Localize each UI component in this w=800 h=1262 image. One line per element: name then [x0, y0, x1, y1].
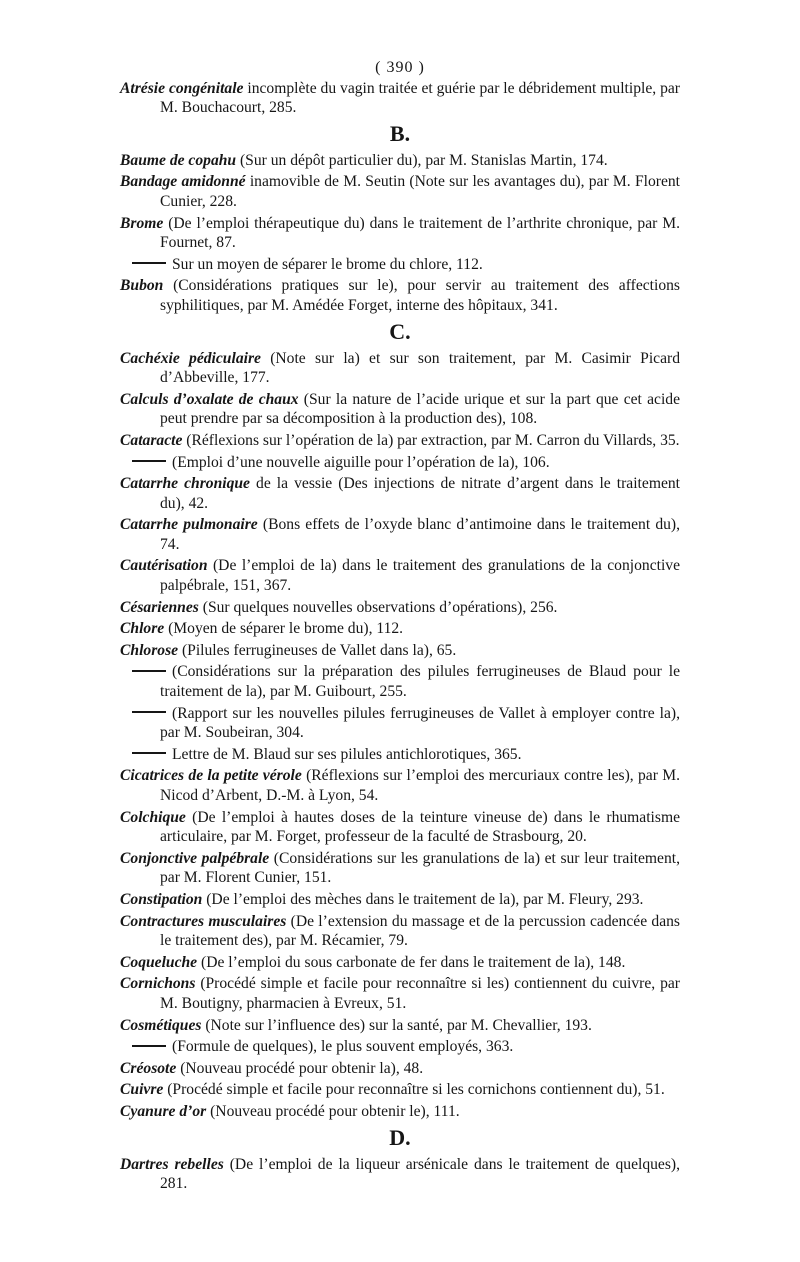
entry-text: inamovible de M. Seutin (Note sur les avantages du), par M. Florent Cunier, 228.	[160, 173, 681, 210]
entry-text: (Sur quelques nouvelles observations d’opérations), 256.	[198, 598, 558, 616]
entry-text: (De l’extension du massage et de la percussion cadencée dans le traitement des), par M. Récamier, 79.	[160, 912, 680, 950]
index-entry	[120, 953, 680, 973]
entry-text: (Note sur l’influence des) sur la santé, par M. Chevallier, 193.	[201, 1016, 592, 1034]
repeat-dash	[132, 752, 166, 754]
entry-text: (Formule de quelques), le plus souvent employés, 363.	[172, 1038, 514, 1056]
entry-text: (Moyen de séparer le brome du), 112.	[164, 620, 404, 638]
entry-heading: Cyanure d’or	[120, 1102, 207, 1120]
index-entry	[120, 662, 680, 701]
page-number: ( 390 )	[375, 59, 425, 76]
entry-text: incomplète du vagin traitée et guérie par le débridement multiple, par M. Bouchacourt, 285.	[160, 79, 680, 117]
entry-text: (Considérations pratiques sur le), pour servir au traitement des affections syphilitiques, par M. Amédée Forget, interne des hôpitaux, 341.	[160, 277, 680, 314]
entry-heading: Conjonctive palpébrale	[120, 849, 270, 867]
repeat-dash	[132, 460, 166, 462]
entry-text: (De l’emploi à hautes doses de la teinture vineuse de) dans le rhumatisme articulaire, par M. Forget, professeur de la faculté de Strasbourg, 20.	[160, 808, 680, 846]
entry-text: (Nouveau procédé pour obtenir le), 111.	[206, 1102, 460, 1120]
entry-heading: Créosote	[120, 1059, 177, 1077]
entry-text: (Sur un dépôt particulier du), par M. Stanislas Martin, 174.	[236, 151, 608, 169]
entry-text: (Note sur la) et sur son traitement, par M. Casimir Picard d’Abbeville, 177.	[160, 349, 680, 387]
index-entry	[120, 172, 680, 211]
index-entry	[120, 474, 680, 513]
entry-text: (De l’emploi thérapeutique du) dans le traitement de l’arthrite chronique, par M. Fournet, 87.	[160, 214, 680, 252]
entry-text: (Rapport sur les nouvelles pilules ferrugineuses de Vallet à employer contre la), par M. Soubeiran, 304.	[160, 704, 680, 742]
index-entry	[120, 598, 680, 618]
entry-heading: Cautérisation	[120, 557, 208, 575]
index-entry	[120, 453, 680, 473]
entry-text: (Bons effets de l’oxyde blanc d’antimoine dans le traitement du), 74.	[160, 516, 680, 553]
entry-heading: Bandage amidonné	[120, 173, 246, 191]
entry-text: (De l’emploi des mèches dans le traitement de la), par M. Fleury, 293.	[202, 890, 644, 908]
entry-heading: Calculs d’oxalate de chaux	[120, 390, 299, 408]
index-entry	[120, 890, 680, 910]
entry-heading: Colchique	[120, 808, 186, 826]
index-entry	[120, 745, 680, 765]
index-entry	[120, 255, 680, 275]
entry-text: (Emploi d’une nouvelle aiguille pour l’opération de la), 106.	[172, 453, 550, 471]
index-entry	[120, 912, 680, 951]
index-entry	[120, 1102, 680, 1122]
section-letter: B.	[389, 120, 411, 146]
entry-heading: Contractures musculaires	[120, 912, 287, 930]
index-body	[120, 79, 680, 1194]
index-entry	[120, 1037, 680, 1057]
repeat-dash	[132, 1045, 166, 1047]
entry-heading: Cicatrices de la petite vérole	[120, 767, 302, 785]
entry-text: (De l’emploi de la) dans le traitement des granulations de la conjonctive palpébrale, 151, 367.	[160, 557, 680, 595]
index-entry	[120, 974, 680, 1013]
index-entry	[120, 276, 680, 315]
entry-heading: Césariennes	[120, 598, 199, 616]
repeat-dash	[132, 711, 166, 713]
index-entry	[120, 641, 680, 661]
index-entry	[120, 390, 680, 429]
entry-heading: Atrésie congénitale	[120, 79, 244, 97]
entry-heading: Chlore	[120, 620, 165, 638]
entry-heading: Cuivre	[120, 1081, 164, 1099]
index-entry	[120, 766, 680, 805]
entry-text: (Réflexions sur l’opération de la) par extraction, par M. Carron du Villards, 35.	[182, 431, 680, 449]
entry-heading: Constipation	[120, 890, 203, 908]
index-entry	[120, 79, 680, 118]
index-entry	[120, 214, 680, 253]
index-entry	[120, 151, 680, 171]
entry-heading: Coqueluche	[120, 953, 198, 971]
index-entry	[120, 704, 680, 743]
entry-heading: Catarrhe chronique	[120, 475, 250, 493]
index-entry	[120, 849, 680, 888]
repeat-dash	[132, 670, 166, 672]
index-entry	[120, 808, 680, 847]
entry-text: (Réflexions sur l’emploi des mercuriaux contre les), par M. Nicod d’Arbent, D.-M. à Lyon, 54.	[160, 767, 680, 804]
entry-text: (Pilules ferrugineuses de Vallet dans la), 65.	[178, 641, 457, 659]
index-page	[120, 58, 680, 1196]
entry-text: (Procédé simple et facile pour reconnaître si les cornichons contiennent du), 51.	[163, 1081, 665, 1099]
index-entry	[120, 515, 680, 554]
entry-heading: Baume de copahu	[120, 151, 237, 169]
entry-heading: Chlorose	[120, 641, 179, 659]
section-letter: D.	[389, 1124, 411, 1150]
section-letter: C.	[389, 318, 411, 344]
entry-heading: Bubon	[120, 277, 164, 295]
entry-text: (De l’emploi de la liqueur arsénicale dans le traitement de quelques), 281.	[160, 1155, 680, 1193]
entry-heading: Brome	[120, 214, 164, 232]
entry-text: (Considérations sur la préparation des pilules ferrugineuses de Blaud pour le traitement de la), par M. Guibourt, 255.	[160, 663, 680, 701]
index-entry	[120, 556, 680, 595]
entry-text: (De l’emploi du sous carbonate de fer dans le traitement de la), 148.	[197, 953, 626, 971]
entry-text: (Nouveau procédé pour obtenir la), 48.	[176, 1059, 424, 1077]
entry-text: (Procédé simple et facile pour reconnaître si les) contiennent du cuivre, par M. Boutigny, pharmacien à Evreux, 51.	[160, 975, 680, 1012]
entry-text: Lettre de M. Blaud sur ses pilules antichlorotiques, 365.	[172, 745, 522, 763]
index-entry	[120, 1059, 680, 1079]
entry-text: (Sur la nature de l’acide urique et sur la part que cet acide peut prendre par sa décomposition à la production des), 108.	[160, 390, 680, 428]
index-entry	[120, 1016, 680, 1036]
index-entry	[120, 1155, 680, 1194]
entry-heading: Cataracte	[120, 431, 183, 449]
index-entry	[120, 619, 680, 639]
entry-text: de la vessie (Des injections de nitrate d’argent dans le traitement du), 42.	[160, 475, 680, 512]
entry-heading: Catarrhe pulmonaire	[120, 516, 258, 534]
entry-heading: Dartres rebelles	[120, 1155, 224, 1173]
repeat-dash	[132, 262, 166, 264]
entry-heading: Cornichons	[120, 975, 196, 993]
entry-heading: Cosmétiques	[120, 1016, 202, 1034]
entry-heading: Cachéxie pédiculaire	[120, 349, 261, 367]
entry-text: Sur un moyen de séparer le brome du chlore, 112.	[172, 255, 483, 273]
index-entry	[120, 431, 680, 451]
entry-text: (Considérations sur les granulations de la) et sur leur traitement, par M. Florent Cunier, 151.	[160, 849, 680, 887]
index-entry	[120, 349, 680, 388]
index-entry	[120, 1080, 680, 1100]
